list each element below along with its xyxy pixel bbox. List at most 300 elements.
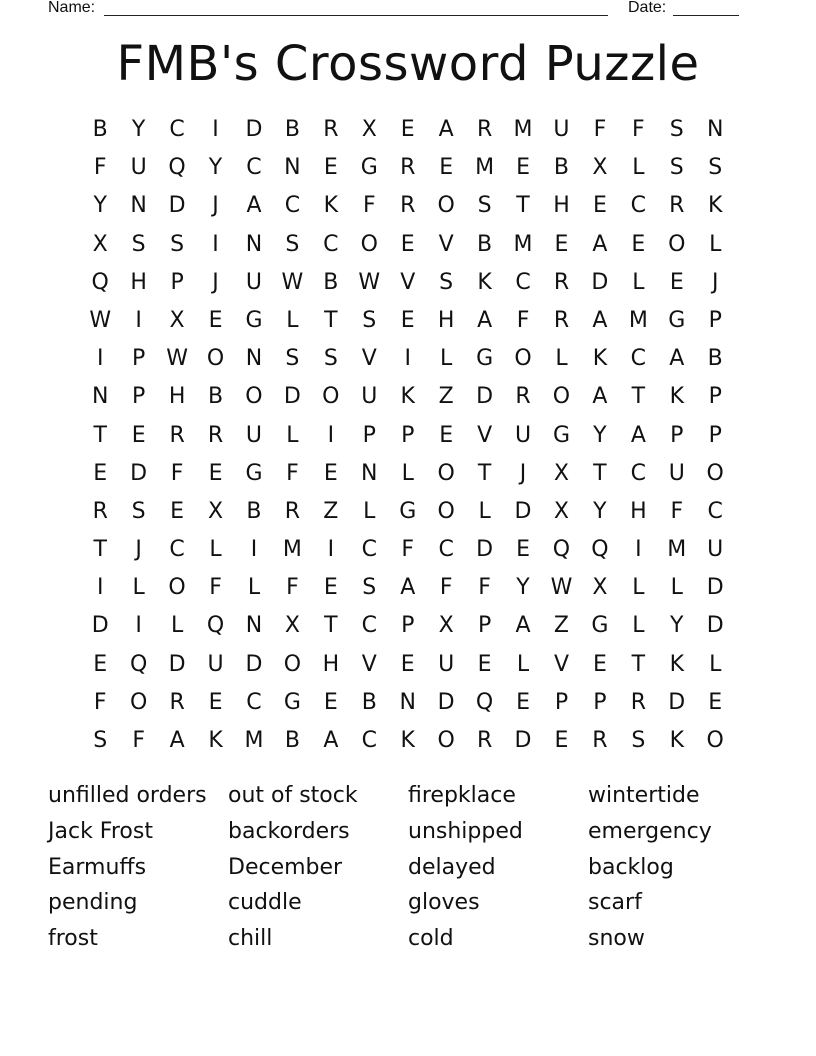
grid-letter[interactable]: O: [360, 231, 378, 257]
grid-letter[interactable]: P: [401, 613, 415, 639]
grid-letter[interactable]: A: [630, 422, 646, 448]
grid-letter[interactable]: F: [401, 537, 415, 563]
grid-letter[interactable]: L: [632, 613, 645, 639]
grid-letter[interactable]: S: [669, 117, 684, 142]
grid-letter[interactable]: N: [245, 231, 263, 257]
grid-letter[interactable]: R: [553, 269, 570, 295]
grid-letter[interactable]: Y: [93, 193, 107, 219]
grid-letter[interactable]: V: [400, 269, 416, 295]
grid-letter[interactable]: D: [476, 384, 494, 410]
grid-letter[interactable]: H: [630, 498, 647, 524]
grid-letter[interactable]: V: [361, 651, 377, 677]
grid-letter[interactable]: C: [169, 537, 185, 563]
grid-letter[interactable]: N: [284, 155, 301, 181]
grid-letter[interactable]: N: [130, 193, 147, 219]
grid-letter[interactable]: E: [477, 651, 492, 677]
grid-letter[interactable]: O: [706, 460, 724, 486]
grid-letter[interactable]: D: [91, 613, 109, 639]
grid-letter[interactable]: D: [668, 689, 686, 715]
grid-letter[interactable]: E: [631, 231, 646, 257]
grid-letter[interactable]: H: [168, 384, 186, 410]
grid-letter[interactable]: O: [552, 384, 571, 410]
date-label: Date:: [628, 0, 667, 16]
grid-letter[interactable]: I: [96, 575, 104, 601]
grid-letter[interactable]: E: [208, 689, 223, 715]
grid-letter[interactable]: Q: [591, 537, 609, 563]
grid-letter[interactable]: A: [323, 728, 339, 753]
grid-letter[interactable]: Q: [91, 269, 109, 295]
grid-letter[interactable]: L: [247, 575, 261, 601]
grid-letter[interactable]: L: [709, 231, 722, 257]
grid-letter[interactable]: U: [514, 422, 532, 448]
grid-letter[interactable]: M: [282, 537, 302, 563]
grid-letter[interactable]: K: [592, 346, 608, 372]
grid-letter[interactable]: E: [208, 460, 223, 486]
grid-letter[interactable]: D: [437, 689, 455, 715]
grid-letter[interactable]: F: [478, 575, 491, 601]
grid-letter[interactable]: H: [130, 269, 147, 295]
grid-letter[interactable]: U: [245, 269, 263, 295]
grid-letter[interactable]: N: [361, 460, 378, 486]
grid-letter[interactable]: J: [212, 269, 219, 295]
grid-letter[interactable]: E: [400, 231, 415, 257]
grid-letter[interactable]: L: [670, 575, 683, 601]
grid-letter[interactable]: S: [170, 231, 185, 257]
grid-letter[interactable]: T: [93, 537, 107, 563]
grid-letter[interactable]: M: [513, 117, 533, 142]
grid-letter[interactable]: C: [630, 193, 647, 219]
grid-letter[interactable]: K: [323, 193, 339, 219]
grid-letter[interactable]: Y: [593, 422, 607, 448]
grid-letter[interactable]: P: [170, 269, 184, 295]
grid-letter[interactable]: E: [400, 307, 415, 333]
grid-letter[interactable]: C: [361, 613, 377, 639]
grid-letter[interactable]: I: [212, 117, 219, 142]
grid-letter[interactable]: F: [362, 193, 376, 219]
grid-letter[interactable]: E: [669, 269, 684, 295]
grid-letter[interactable]: O: [437, 460, 455, 486]
grid-letter[interactable]: E: [554, 728, 569, 753]
grid-letter[interactable]: X: [361, 117, 377, 142]
grid-letter[interactable]: S: [131, 498, 146, 524]
grid-letter[interactable]: B: [92, 117, 108, 142]
grid-letter[interactable]: J: [212, 193, 219, 219]
grid-letter[interactable]: F: [93, 689, 107, 715]
grid-letter[interactable]: X: [553, 460, 569, 486]
grid-letter[interactable]: C: [630, 346, 647, 372]
grid-letter[interactable]: F: [632, 117, 645, 142]
grid-letter[interactable]: S: [131, 231, 146, 257]
grid-letter[interactable]: Y: [516, 575, 530, 601]
grid-letter[interactable]: U: [245, 422, 263, 448]
grid-letter[interactable]: U: [207, 651, 224, 677]
grid-letter[interactable]: E: [323, 155, 338, 181]
grid-letter[interactable]: O: [206, 346, 225, 372]
grid-letter[interactable]: X: [592, 155, 608, 181]
grid-letter[interactable]: U: [361, 384, 378, 410]
grid-letter[interactable]: B: [207, 384, 224, 410]
grid-letter[interactable]: E: [323, 460, 338, 486]
grid-letter[interactable]: C: [361, 537, 377, 563]
grid-letter[interactable]: X: [592, 575, 608, 601]
grid-letter[interactable]: G: [245, 307, 263, 333]
grid-letter[interactable]: G: [245, 460, 263, 486]
grid-letter[interactable]: D: [706, 575, 724, 601]
grid-letter[interactable]: R: [207, 422, 224, 448]
grid-letter[interactable]: A: [592, 231, 608, 257]
grid-letter[interactable]: I: [327, 537, 335, 563]
grid-letter[interactable]: P: [708, 422, 722, 448]
grid-letter[interactable]: E: [93, 460, 108, 486]
grid-letter[interactable]: U: [668, 460, 685, 486]
grid-letter[interactable]: H: [437, 307, 455, 333]
grid-letter[interactable]: C: [438, 537, 454, 563]
grid-letter[interactable]: S: [708, 155, 723, 181]
grid-letter[interactable]: E: [708, 689, 723, 715]
word-list-item: chill: [228, 926, 273, 952]
grid-letter[interactable]: E: [170, 498, 185, 524]
grid-letter[interactable]: S: [669, 155, 684, 181]
grid-letter[interactable]: L: [555, 346, 568, 372]
grid-letter[interactable]: R: [592, 728, 608, 753]
grid-letter[interactable]: F: [93, 155, 107, 181]
grid-letter[interactable]: C: [630, 460, 647, 486]
grid-letter[interactable]: E: [439, 422, 454, 448]
grid-letter[interactable]: S: [323, 346, 338, 372]
grid-letter[interactable]: R: [669, 193, 685, 219]
grid-letter[interactable]: T: [324, 613, 338, 639]
grid-letter[interactable]: Q: [475, 689, 494, 715]
grid-letter[interactable]: A: [592, 307, 608, 333]
grid-letter[interactable]: G: [591, 613, 609, 639]
grid-letter[interactable]: K: [208, 728, 223, 753]
grid-letter[interactable]: F: [170, 460, 184, 486]
grid-letter[interactable]: C: [246, 689, 262, 715]
grid-letter[interactable]: R: [323, 117, 339, 142]
grid-letter[interactable]: Z: [323, 498, 339, 524]
grid-letter[interactable]: P: [401, 422, 415, 448]
grid-letter[interactable]: N: [91, 384, 109, 410]
grid-letter[interactable]: E: [208, 307, 223, 333]
grid-letter[interactable]: E: [323, 575, 338, 601]
grid-letter[interactable]: O: [437, 498, 455, 524]
grid-letter[interactable]: Q: [129, 651, 148, 677]
grid-letter[interactable]: A: [515, 613, 531, 639]
grid-letter[interactable]: D: [245, 651, 263, 677]
grid-letter[interactable]: O: [168, 575, 186, 601]
grid-letter[interactable]: M: [244, 728, 264, 753]
grid-letter[interactable]: S: [285, 346, 300, 372]
grid-letter[interactable]: L: [401, 460, 414, 486]
grid-letter[interactable]: T: [631, 651, 646, 677]
grid-letter[interactable]: I: [327, 422, 335, 448]
word-list-item: firepklace: [408, 783, 516, 808]
grid-letter[interactable]: F: [439, 575, 453, 601]
grid-letter[interactable]: B: [323, 269, 339, 295]
grid-letter[interactable]: G: [552, 422, 570, 448]
grid-letter[interactable]: E: [516, 689, 530, 715]
grid-letter[interactable]: I: [250, 537, 258, 563]
grid-letter[interactable]: M: [667, 537, 687, 563]
grid-letter[interactable]: L: [170, 613, 184, 639]
grid-letter[interactable]: M: [628, 307, 648, 333]
grid-letter[interactable]: E: [400, 651, 415, 677]
grid-letter[interactable]: S: [439, 269, 454, 295]
grid-letter[interactable]: D: [283, 384, 301, 410]
grid-letter[interactable]: P: [132, 384, 146, 410]
grid-letter[interactable]: D: [706, 613, 724, 639]
grid-letter[interactable]: A: [246, 193, 262, 219]
grid-letter[interactable]: R: [284, 498, 301, 524]
grid-letter[interactable]: D: [130, 460, 148, 486]
grid-letter[interactable]: L: [209, 537, 222, 563]
grid-letter[interactable]: I: [96, 346, 104, 372]
grid-letter[interactable]: V: [361, 346, 377, 372]
grid-letter[interactable]: E: [439, 155, 454, 181]
grid-letter[interactable]: R: [169, 422, 185, 448]
grid-letter[interactable]: E: [516, 155, 530, 181]
grid-letter[interactable]: Q: [206, 613, 225, 639]
grid-letter[interactable]: I: [135, 613, 142, 639]
grid-row: [81, 455, 735, 493]
grid-letter[interactable]: L: [516, 651, 530, 677]
grid-letter[interactable]: O: [129, 689, 148, 715]
grid-letter[interactable]: K: [477, 269, 492, 295]
grid-letter[interactable]: Y: [670, 613, 684, 639]
grid-letter[interactable]: U: [130, 155, 147, 181]
grid-letter[interactable]: R: [400, 193, 416, 219]
grid-letter[interactable]: H: [322, 651, 340, 677]
grid-letter[interactable]: J: [519, 460, 527, 486]
grid-letter[interactable]: P: [593, 689, 607, 715]
grid-letter[interactable]: I: [135, 307, 142, 333]
grid-letter[interactable]: X: [207, 498, 224, 524]
grid-letter[interactable]: N: [245, 613, 263, 639]
grid-letter[interactable]: W: [166, 346, 188, 372]
grid-letter[interactable]: O: [283, 651, 302, 677]
grid-letter[interactable]: X: [92, 231, 108, 257]
grid-letter[interactable]: O: [322, 384, 340, 410]
grid-letter[interactable]: E: [131, 422, 146, 448]
grid-letter[interactable]: L: [363, 498, 376, 524]
grid-letter[interactable]: C: [707, 498, 723, 524]
grid-letter[interactable]: P: [477, 613, 492, 639]
grid-letter[interactable]: T: [516, 193, 530, 219]
grid-letter[interactable]: C: [284, 193, 301, 219]
grid-letter[interactable]: W: [89, 307, 112, 333]
grid-letter[interactable]: Q: [168, 155, 186, 181]
grid-letter[interactable]: B: [284, 117, 300, 142]
grid-letter[interactable]: D: [245, 117, 263, 142]
grid-letter[interactable]: U: [707, 537, 724, 563]
grid-letter[interactable]: X: [169, 307, 185, 333]
grid-letter[interactable]: B: [284, 728, 300, 753]
grid-letter[interactable]: F: [286, 460, 299, 486]
grid-letter[interactable]: G: [283, 689, 301, 715]
grid-letter[interactable]: L: [440, 346, 453, 372]
grid-letter[interactable]: Y: [131, 117, 146, 142]
grid-letter[interactable]: L: [632, 575, 645, 601]
grid-letter[interactable]: Q: [552, 537, 571, 563]
grid-letter[interactable]: O: [245, 384, 263, 410]
grid-letter[interactable]: E: [592, 651, 607, 677]
grid-letter[interactable]: P: [132, 346, 146, 372]
grid-letter[interactable]: A: [592, 384, 608, 410]
grid-letter[interactable]: F: [670, 498, 684, 524]
grid-letter[interactable]: R: [476, 117, 493, 142]
grid-letter[interactable]: Y: [208, 155, 223, 181]
grid-letter[interactable]: I: [635, 537, 642, 563]
grid-letter[interactable]: L: [632, 155, 645, 181]
grid-letter[interactable]: N: [245, 346, 263, 372]
grid-letter[interactable]: J: [135, 537, 142, 563]
grid-letter[interactable]: L: [132, 575, 145, 601]
grid-letter[interactable]: E: [93, 651, 108, 677]
grid-letter[interactable]: F: [516, 307, 530, 333]
grid-letter[interactable]: E: [400, 117, 415, 142]
grid-letter[interactable]: D: [591, 269, 609, 295]
grid-letter[interactable]: T: [93, 422, 107, 448]
grid-letter[interactable]: K: [669, 384, 684, 410]
grid-letter[interactable]: K: [669, 651, 684, 677]
grid-letter[interactable]: P: [554, 689, 569, 715]
grid-letter[interactable]: B: [707, 346, 723, 372]
grid-letter[interactable]: A: [438, 117, 454, 142]
grid-letter[interactable]: B: [361, 689, 377, 715]
grid-letter[interactable]: O: [514, 346, 532, 372]
grid-letter[interactable]: J: [711, 269, 719, 295]
grid-letter[interactable]: C: [361, 728, 377, 753]
grid-row: [81, 607, 735, 645]
grid-letter[interactable]: D: [168, 193, 186, 219]
name-field-line[interactable]: [104, 15, 608, 16]
grid-letter[interactable]: C: [246, 155, 262, 181]
grid-letter[interactable]: B: [246, 498, 262, 524]
grid-letter[interactable]: L: [632, 269, 645, 295]
grid-letter[interactable]: Z: [553, 613, 569, 639]
grid-letter[interactable]: N: [706, 117, 724, 142]
grid-letter[interactable]: P: [708, 384, 722, 410]
grid-letter[interactable]: X: [553, 498, 569, 524]
grid-letter[interactable]: B: [553, 155, 570, 181]
grid-letter[interactable]: K: [400, 728, 415, 753]
grid-letter[interactable]: R: [630, 689, 646, 715]
grid-row: [81, 378, 735, 416]
grid-letter[interactable]: R: [515, 384, 531, 410]
grid-letter[interactable]: T: [324, 307, 338, 333]
grid-letter[interactable]: P: [362, 422, 376, 448]
grid-letter[interactable]: S: [631, 728, 646, 753]
grid-letter[interactable]: I: [404, 346, 411, 372]
grid-letter[interactable]: V: [477, 422, 493, 448]
grid-letter[interactable]: E: [592, 193, 607, 219]
grid-letter[interactable]: S: [93, 728, 108, 753]
grid-letter[interactable]: A: [669, 346, 685, 372]
grid-letter[interactable]: L: [478, 498, 491, 524]
grid-letter[interactable]: D: [476, 537, 494, 563]
grid-letter[interactable]: Z: [438, 384, 454, 410]
grid-letter[interactable]: D: [514, 498, 532, 524]
grid-letter[interactable]: A: [400, 575, 416, 601]
grid-letter[interactable]: X: [284, 613, 300, 639]
grid-letter[interactable]: G: [476, 346, 494, 372]
grid-letter[interactable]: G: [668, 307, 686, 333]
grid-letter[interactable]: C: [515, 269, 531, 295]
grid-letter[interactable]: R: [476, 728, 493, 753]
grid-letter[interactable]: C: [169, 117, 185, 142]
grid-letter[interactable]: F: [286, 575, 299, 601]
grid-letter[interactable]: F: [209, 575, 222, 601]
grid-letter[interactable]: P: [670, 422, 684, 448]
grid-letter[interactable]: R: [169, 689, 185, 715]
grid-letter[interactable]: O: [706, 728, 724, 753]
grid-letter[interactable]: S: [362, 307, 377, 333]
grid-letter[interactable]: U: [438, 651, 455, 677]
grid-letter[interactable]: L: [286, 307, 299, 333]
grid-letter[interactable]: T: [477, 460, 492, 486]
grid-letter[interactable]: R: [92, 498, 108, 524]
grid-letter[interactable]: D: [514, 728, 532, 753]
grid-letter[interactable]: O: [437, 193, 455, 219]
grid-letter[interactable]: F: [593, 117, 607, 142]
grid-letter[interactable]: O: [437, 728, 455, 753]
grid-letter[interactable]: I: [212, 231, 219, 257]
grid-letter[interactable]: B: [477, 231, 493, 257]
grid-letter[interactable]: L: [709, 651, 722, 677]
grid-letter[interactable]: M: [475, 155, 495, 181]
grid-letter[interactable]: X: [438, 613, 454, 639]
word-list-item: delayed: [408, 854, 496, 880]
grid-letter[interactable]: K: [669, 728, 684, 753]
grid-letter[interactable]: H: [553, 193, 570, 219]
grid-letter[interactable]: F: [132, 728, 145, 753]
grid-letter[interactable]: L: [286, 422, 299, 448]
grid-letter[interactable]: K: [400, 384, 415, 410]
grid-letter[interactable]: S: [362, 575, 377, 601]
grid-letter[interactable]: W: [358, 269, 381, 295]
grid-letter[interactable]: K: [708, 193, 723, 219]
grid-letter[interactable]: E: [323, 689, 338, 715]
grid-letter[interactable]: R: [400, 155, 416, 181]
grid-letter[interactable]: S: [285, 231, 300, 257]
grid-letter[interactable]: T: [631, 384, 646, 410]
grid-row: [81, 187, 735, 225]
grid-letter[interactable]: C: [323, 231, 339, 257]
grid-letter[interactable]: W: [550, 575, 573, 601]
grid-letter[interactable]: U: [553, 117, 570, 142]
grid-letter[interactable]: A: [169, 728, 185, 753]
grid-letter[interactable]: T: [593, 460, 607, 486]
grid-letter[interactable]: G: [360, 155, 378, 181]
grid-letter[interactable]: P: [708, 307, 722, 333]
grid-letter[interactable]: N: [399, 689, 416, 715]
grid-letter[interactable]: Y: [593, 498, 607, 524]
grid-letter[interactable]: S: [477, 193, 492, 219]
grid-letter[interactable]: O: [668, 231, 686, 257]
grid-letter[interactable]: V: [438, 231, 454, 257]
date-field-line[interactable]: [673, 15, 739, 16]
grid-letter[interactable]: A: [477, 307, 493, 333]
grid-letter[interactable]: R: [553, 307, 570, 333]
grid-letter[interactable]: E: [516, 537, 530, 563]
word-list-item: out of stock: [228, 783, 358, 808]
grid-letter[interactable]: D: [168, 651, 186, 677]
grid-letter[interactable]: W: [281, 269, 304, 295]
grid-letter[interactable]: E: [554, 231, 569, 257]
grid-letter[interactable]: V: [553, 651, 569, 677]
grid-letter[interactable]: M: [513, 231, 533, 257]
grid-letter[interactable]: G: [399, 498, 417, 524]
